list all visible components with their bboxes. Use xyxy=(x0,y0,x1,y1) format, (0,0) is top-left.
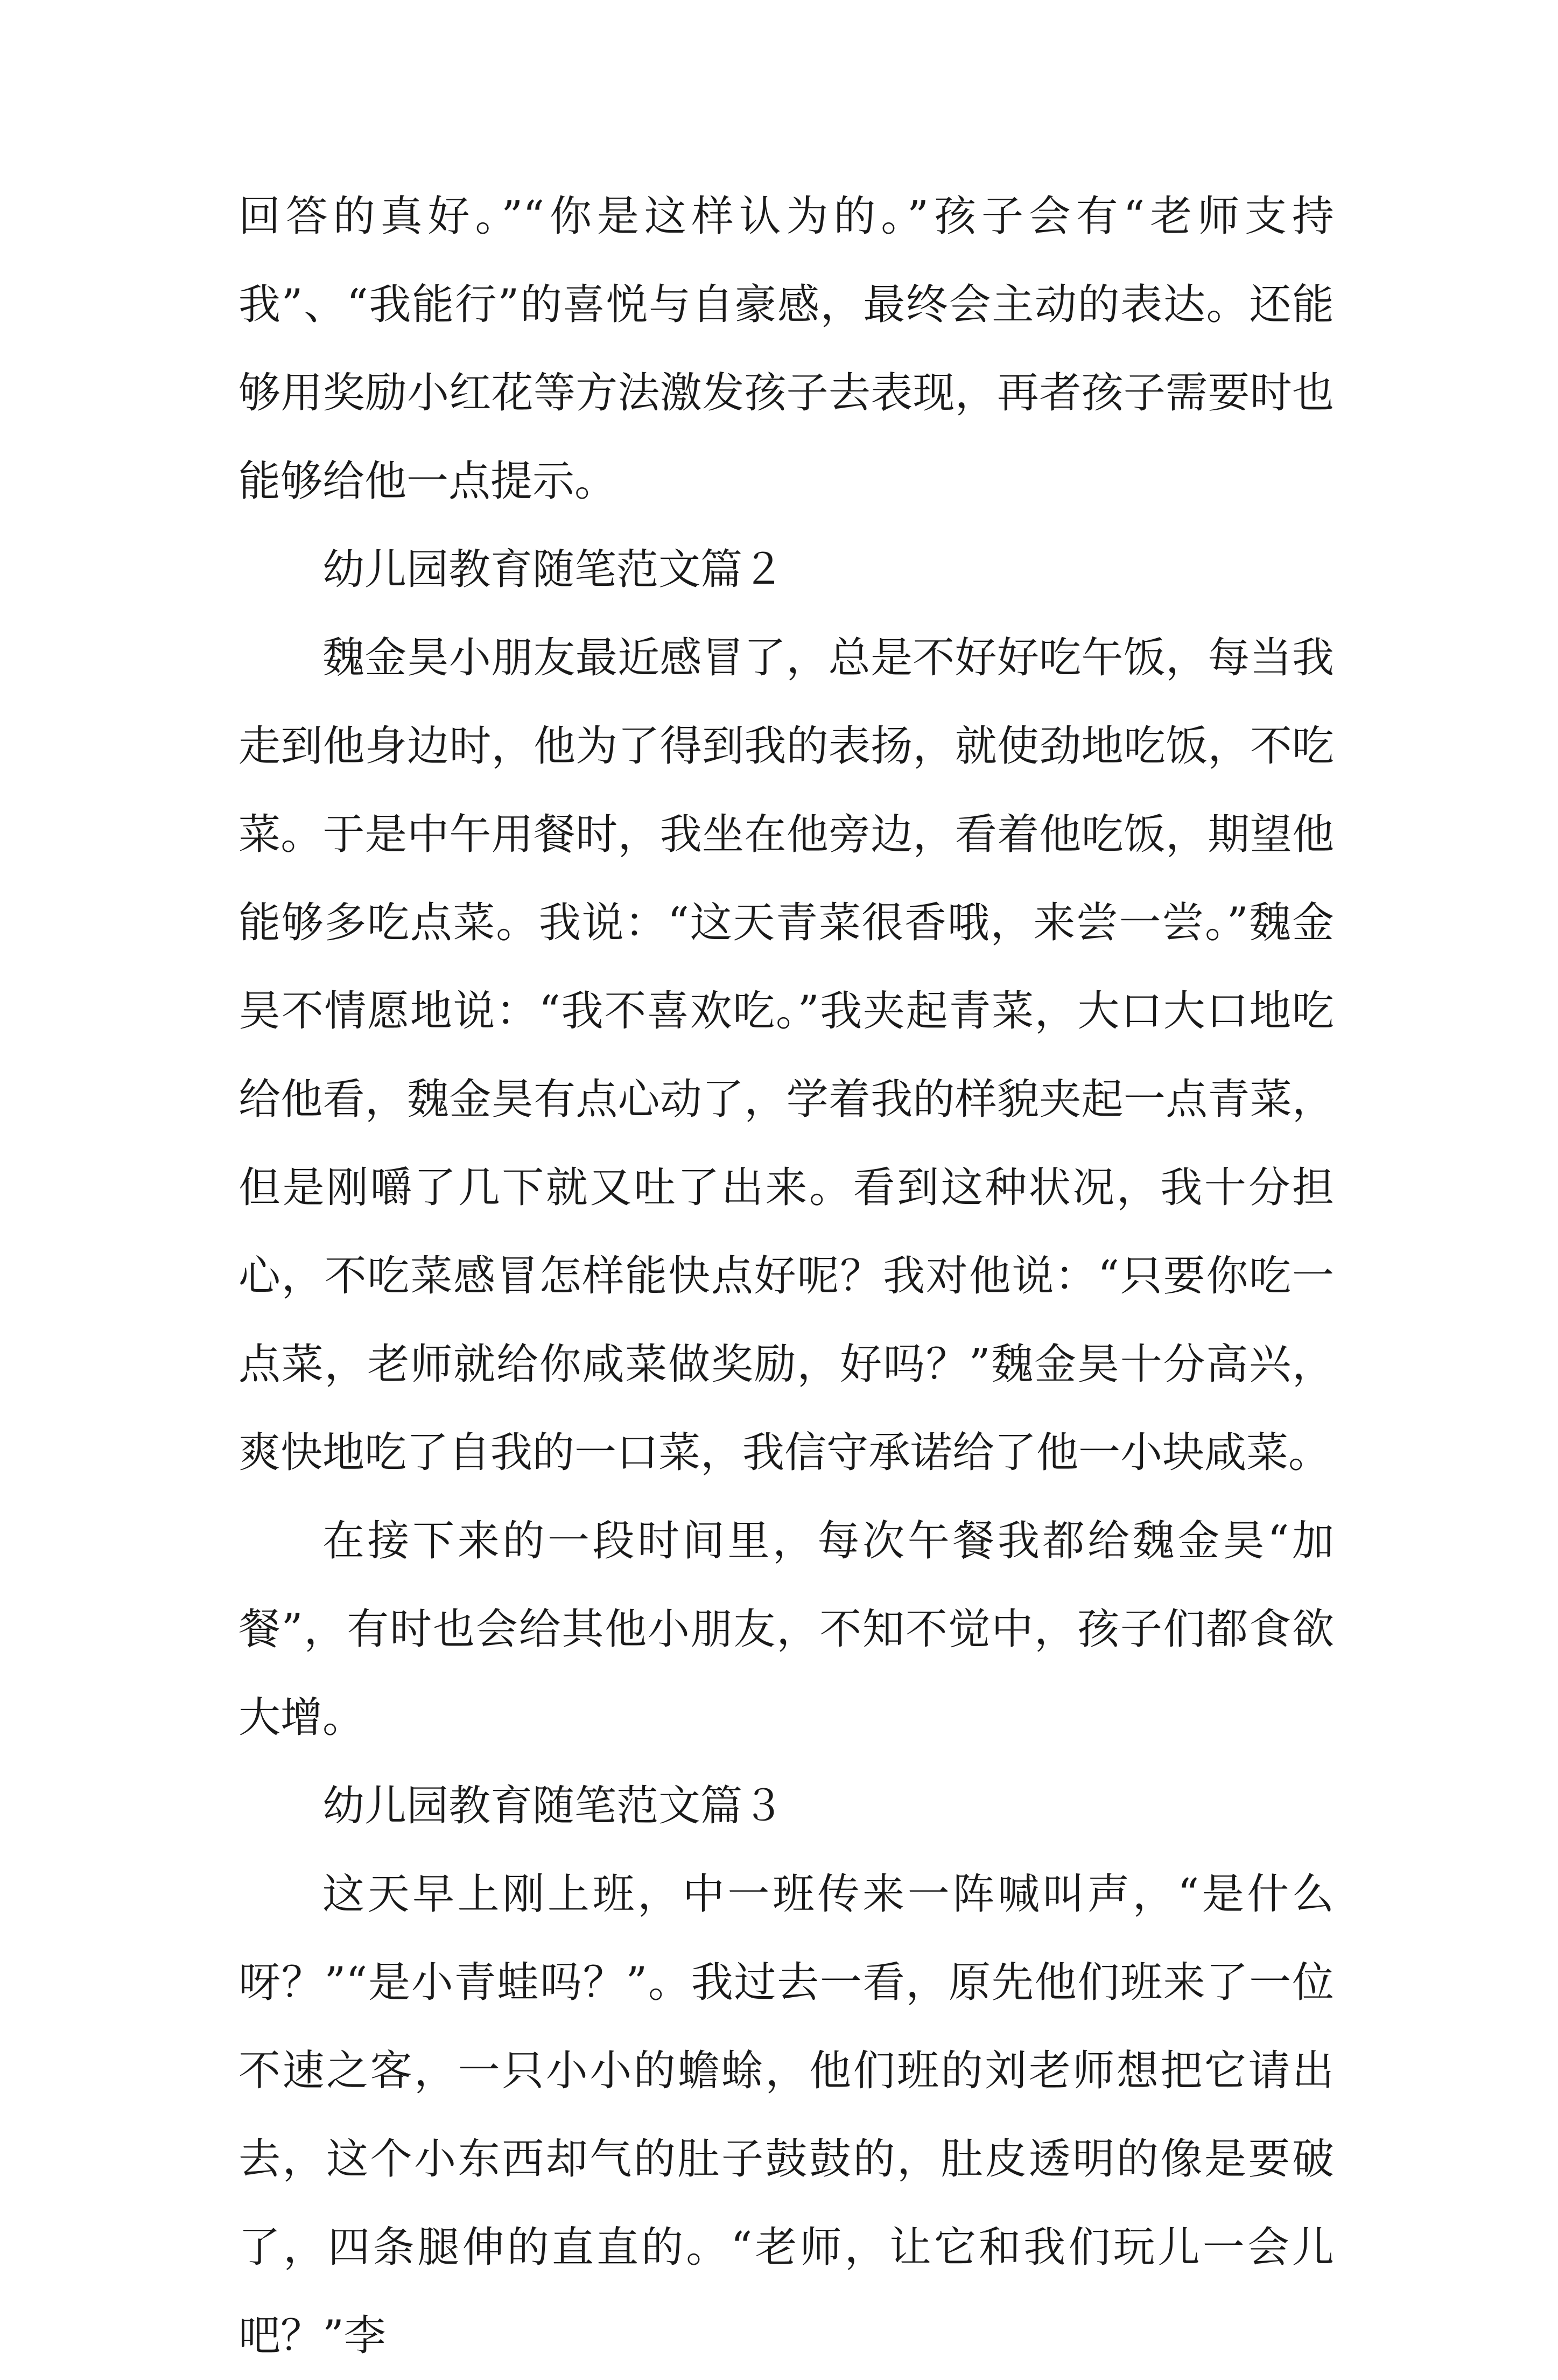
paragraph-extra-meal: 在接下来的一段时间里，每次午餐我都给魏金昊“加餐”，有时也会给其他小朋友，不知不觉中，孩子们都食欲大增。 xyxy=(238,1517,1334,1742)
section-heading-2: 幼儿园教育随笔范文篇２ xyxy=(322,545,785,594)
section-heading-3: 幼儿园教育随笔范文篇３ xyxy=(322,1782,785,1830)
paragraph-toad-visitor: 这天早上刚上班，中一班传来一阵喊叫声，“是什么呀？”“是小青蛙吗？”。我过去一看，原先他们班来了一位不速之客，一只小小的蟾蜍，他们班的刘老师想把它请出去，这个小东西却气的肚子鼓鼓的，肚皮透明的像是要破了，四条腿伸的直直的。“老师，让它和我们玩儿一会儿吧？”李 xyxy=(238,1870,1334,2360)
paragraph-continued: 回答的真好。”“你是这样认为的。”孩子会有“老师支持我”、“我能行”的喜悦与自豪感，最终会主动的表达。还能够用奖励小红花等方法激发孩子去表现，再者孩子需要时也能够给他一点提示。 xyxy=(238,192,1334,506)
document-body xyxy=(238,172,1334,2380)
paragraph-cold-lunch: 魏金昊小朋友最近感冒了，总是不好好吃午饭，每当我走到他身边时，他为了得到我的表扬，就使劲地吃饭，不吃菜。于是中午用餐时，我坐在他旁边，看着他吃饭，期望他能够多吃点菜。我说：“这天青菜很香哦，来尝一尝。”魏金昊不情愿地说：“我不喜欢吃。”我夹起青菜，大口大口地吃给他看，魏金昊有点心动了，学着我的样貌夹起一点青菜，但是刚嚼了几下就又吐了出来。看到这种状况，我十分担心，不吃菜感冒怎样能快点好呢？我对他说：“只要你吃一点菜，老师就给你咸菜做奖励，好吗？”魏金昊十分高兴，爽快地吃了自我的一口菜，我信守承诺给了他一小块咸菜。 xyxy=(238,634,1334,1477)
